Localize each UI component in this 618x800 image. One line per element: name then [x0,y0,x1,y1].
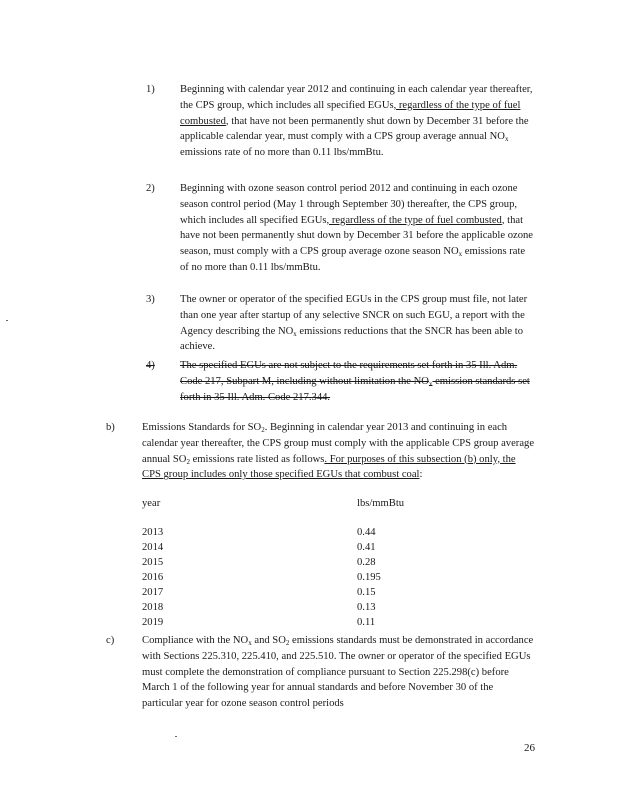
page-number: 26 [524,742,535,754]
header-lbs-mmbtu: lbs/mmBtu [357,498,405,509]
subsection-c-text: Compliance with the $NO_x$ and $SO_2$ emissions standards must be demonstrated in accordance with Sections 225.310, 225.410, and 225.510. The owner or operator of the specified EGUs must complete the demonstration of compliance pursuant to Section 225.298(c) before March 1 of the following year for annual standards and before November 30 of the particular year for ozone season control periods [142,635,534,710]
item-1-text: Beginning with calendar year 2012 and continuing in each calendar year thereafter, the CPS group, which includes all specified EGUs, regardless of the type of fuel combusted, that have not been permanently shut down by December 31 before the applicable calendar year, must comply with a CPS group average annual $NO_x$ emissions rate of no more than 0.11 lbs/mmBtu. [180,84,533,159]
item-2-inserted-text: , regardless of the type of fuel combusted [326,214,502,226]
item-4-number: 4) [146,360,155,371]
scan-speck [175,736,177,737]
scan-speck [6,320,8,321]
item-4-deleted-text: The specified EGUs are not subject to the requirements set forth in 35 Ill. Adm. Code 217, Subpart M, including without limitation the $NO_x$ emission standards set forth in 35 Ill. Adm. Code 217.344. [180,360,530,403]
subsection-b-inserted-text: . For purposes of this subsection (b) only, the CPS group includes only those specified EGUs that combust coal [142,453,516,481]
so2-rate-table: year lbs/mmBtu 2013 0.44 2014 0.41 2015 0.28 2016 0.195 2017 0.15 2018 0.13 2019 0.11 [142,498,405,628]
item-2-text: Beginning with ozone season control period 2012 and continuing in each ozone season control period (May 1 through September 30) thereafter, the CPS group, which includes all specified EGUs, regardless of the type of fuel combusted, that have not been permanently shut down by December 31 before the applicable ozone season, must comply with a CPS group average ozone season $NO_x$ emissions rate of no more than 0.11 lbs/mmBtu. [180,183,533,273]
item-1-inserted-text: , regardless of the type of fuel combusted [180,99,521,127]
item-3-number: 3) [146,294,155,305]
subsection-b-text: Emissions Standards for $SO_2$. Beginning in calendar year 2013 and continuing in each calendar year thereafter, the CPS group must comply with the applicable CPS group average annual $SO_2$ emissions rate listed as follows. For purposes of this subsection (b) only, the CPS group includes only those specified EGUs that combust coal: [142,422,535,481]
header-year: year [142,498,161,509]
subsection-c-label: c) [106,635,115,646]
item-2-number: 2) [146,183,155,194]
subsection-b-label: b) [106,422,115,433]
item-1-number: 1) [146,84,155,95]
item-3-text: The owner or operator of the specified EGUs in the CPS group must file, not later than one year after startup of any selective SNCR on such EGU, a report with the Agency describing the $NO_x$ emissions reductions that the SNCR has been able to achieve. [180,294,528,353]
